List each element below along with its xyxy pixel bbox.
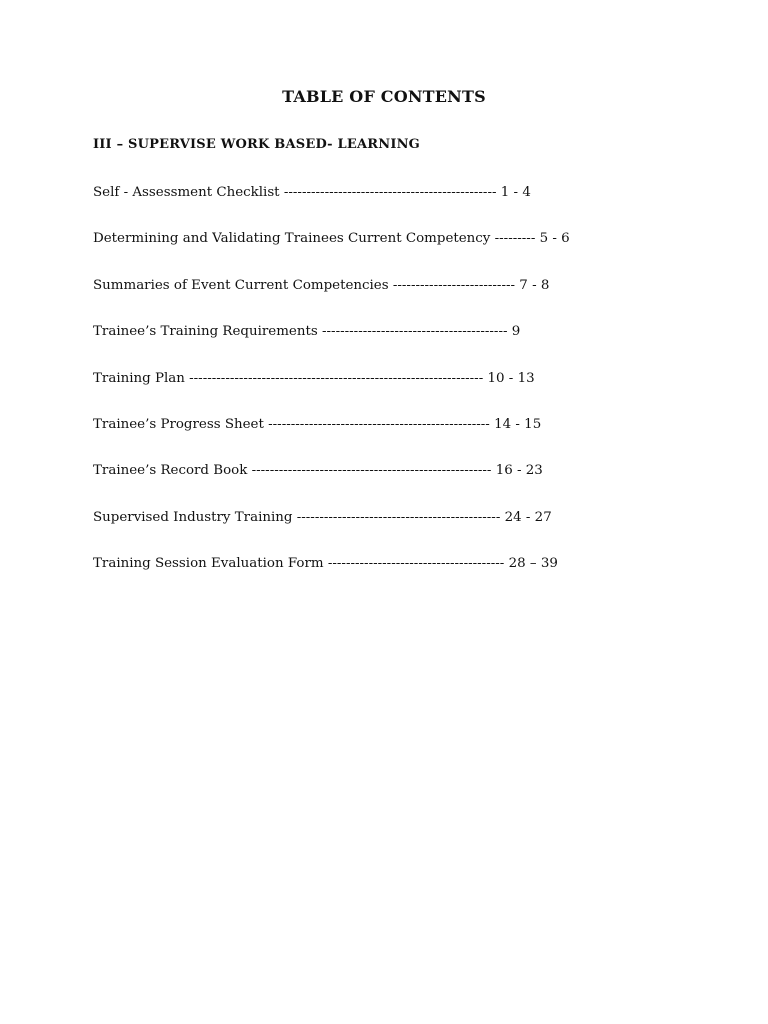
toc-entry-label: Summaries of Event Current Competencies <box>93 277 389 293</box>
toc-entry-leader: --------- <box>494 231 536 247</box>
toc-entry-pages: 24 - 27 <box>504 509 552 525</box>
toc-entry-pages: 14 - 15 <box>494 416 542 432</box>
toc-entry <box>93 276 713 322</box>
toc-entry-leader: ----------------------------------------------------------------- <box>189 370 484 386</box>
toc-entry-leader: ----------------------------------------- <box>322 324 508 340</box>
toc-entry-label: Training Plan <box>93 370 185 386</box>
toc-entry <box>93 461 713 507</box>
toc-entry-label: Training Session Evaluation Form <box>93 556 324 572</box>
toc-entry-leader: --------------------------------------------- <box>296 509 501 525</box>
toc-entry-pages: 10 - 13 <box>487 370 535 386</box>
toc-entry-leader: --------------------------------------- <box>327 556 505 572</box>
toc-entry <box>93 554 713 600</box>
toc-entry-leader: --------------------------- <box>392 277 516 293</box>
toc-entry-label: Trainee’s Progress Sheet <box>93 416 264 432</box>
toc-entry-leader: ----------------------------------------------- <box>283 185 497 200</box>
toc-entry-label: Trainee’s Record Book <box>93 463 248 479</box>
toc-entry-pages: 7 - 8 <box>519 277 550 293</box>
toc-entry <box>93 229 713 275</box>
section-heading: III – SUPERVISE WORK BASED- LEARNING <box>93 137 420 152</box>
toc-entry-label: Trainee’s Training Requirements <box>93 324 318 340</box>
toc-entry-pages: 1 - 4 <box>500 185 531 200</box>
toc-entry <box>93 508 713 554</box>
toc-entry-pages: 16 - 23 <box>495 463 543 479</box>
toc-entry-label: Supervised Industry Training <box>93 509 293 525</box>
toc-entry-leader: ----------------------------------------------------- <box>251 463 492 479</box>
toc-entry-pages: 28 – 39 <box>508 556 558 572</box>
toc-entry <box>93 322 713 368</box>
toc-list <box>93 183 713 601</box>
page-title: TABLE OF CONTENTS <box>282 87 486 106</box>
toc-entry-label: Self - Assessment Checklist <box>93 185 280 200</box>
toc-entry-leader: ------------------------------------------------- <box>268 416 490 432</box>
toc-entry-pages: 5 - 6 <box>539 231 570 247</box>
toc-entry <box>93 415 713 461</box>
toc-entry-pages: 9 <box>511 324 521 340</box>
toc-entry <box>93 183 713 229</box>
toc-entry <box>93 369 713 415</box>
toc-entry-label: Determining and Validating Trainees Current Competency <box>93 231 491 247</box>
